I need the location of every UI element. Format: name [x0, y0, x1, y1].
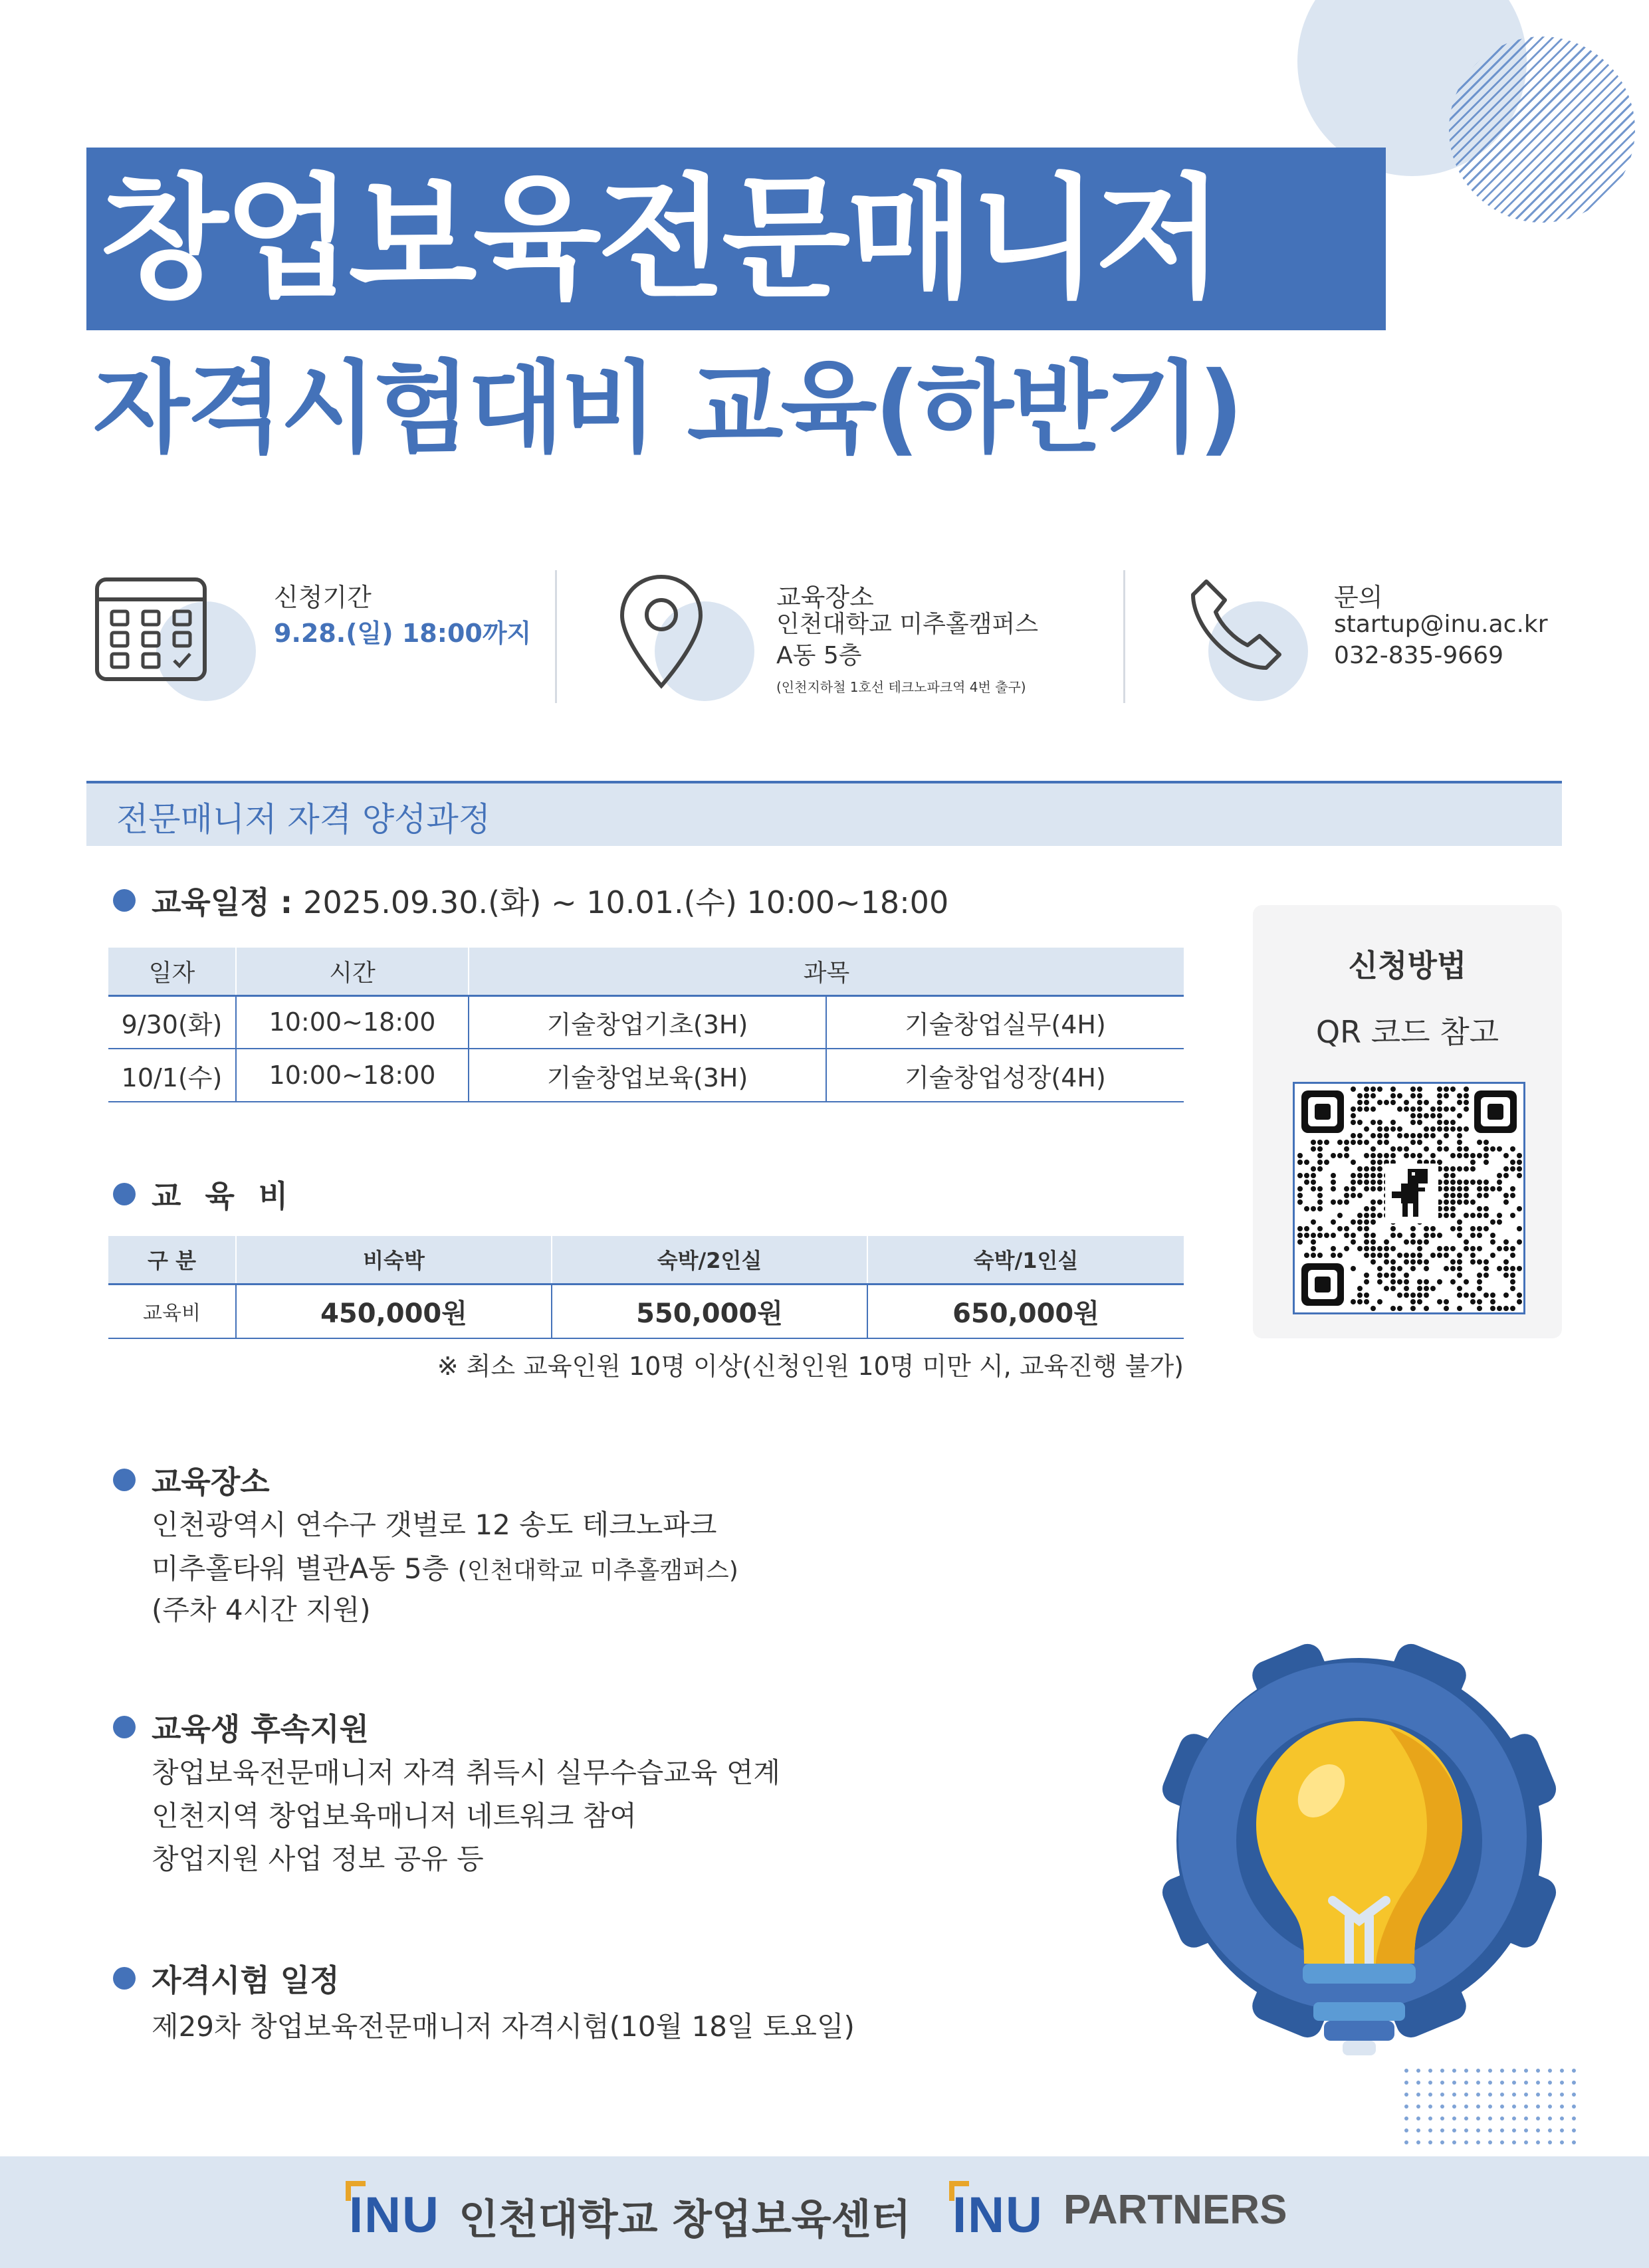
contact-label: 문의 — [1334, 583, 1383, 612]
venue-address-line1: 인천광역시 연수구 갯벌로 12 송도 테크노파크 — [152, 1508, 717, 1541]
venue-line2: A동 5층 — [776, 642, 862, 669]
calendar-icon — [93, 571, 209, 684]
inu-logo: INU — [349, 2187, 440, 2243]
exam-heading: 자격시험 일정 — [152, 1962, 340, 1998]
col-single: 숙박/1인실 — [867, 1236, 1184, 1284]
venue-line1: 인천대학교 미추홀캠퍼스 — [776, 611, 1038, 638]
table-row — [108, 1049, 1184, 1102]
venue-address-line2 — [152, 1547, 738, 1587]
schedule-label: 교육일정 : — [152, 884, 293, 920]
section-header — [86, 781, 1562, 846]
page-title: 창업보육전문매니저 — [100, 161, 1220, 316]
venue-address-line2-note: (인천대학교 미추홀캠퍼스) — [457, 1557, 738, 1584]
apply-period-value: 9.28.(일) 18:00까지 — [274, 619, 532, 648]
cell-label: 교육비 — [108, 1284, 236, 1338]
support-line: 인천지역 창업보육매니저 네트워크 참여 — [152, 1800, 637, 1832]
lightbulb-gear-illustration — [1156, 1638, 1569, 2097]
col-category: 구 분 — [108, 1236, 236, 1284]
schedule-header-row — [108, 948, 1184, 995]
cell-subject: 기술창업보육(3H) — [469, 1049, 826, 1102]
col-double: 숙박/2인실 — [552, 1236, 867, 1284]
cell-date: 9/30(화) — [108, 995, 236, 1049]
apply-period-label: 신청기간 — [274, 583, 372, 612]
phone-icon — [1186, 575, 1286, 674]
section-title: 전문매니저 자격 양성과정 — [116, 800, 491, 839]
qr-code[interactable] — [1293, 1082, 1525, 1314]
cell-fee: 650,000원 — [867, 1284, 1184, 1338]
support-line: 창업보육전문매니저 자격 취득시 실무수습교육 연계 — [152, 1756, 780, 1789]
venue-address-line2-main: 미추홀타워 별관A동 5층 — [152, 1552, 449, 1585]
support-line: 창업지원 사업 정보 공유 등 — [152, 1843, 484, 1875]
page-subtitle: 자격시험대비 교육(하반기) — [93, 351, 1242, 466]
venue-label: 교육장소 — [776, 583, 874, 612]
schedule-table — [108, 948, 1184, 1102]
col-time: 시간 — [236, 948, 469, 995]
qr-code-pattern — [1295, 1084, 1523, 1312]
col-date: 일자 — [108, 948, 236, 995]
fee-note: ※ 최소 교육인원 10명 이상(신청인원 10명 미만 시, 교육진행 불가) — [437, 1352, 1184, 1381]
cell-time: 10:00~18:00 — [236, 1049, 469, 1102]
bullet-icon — [113, 889, 136, 912]
dot-grid-decor — [1402, 2067, 1582, 2153]
apply-method-title: 신청방법 — [1348, 948, 1467, 983]
contact-phone[interactable]: 032-835-9669 — [1334, 642, 1504, 669]
inu-partners-logo: INU — [952, 2187, 1044, 2243]
support-heading: 교육생 후속지원 — [152, 1711, 370, 1747]
bullet-icon — [113, 1716, 136, 1738]
divider — [1123, 570, 1125, 703]
fee-heading: 교 육 비 — [152, 1178, 295, 1214]
apply-method-desc: QR 코드 참고 — [1315, 1014, 1499, 1050]
contact-email[interactable]: startup@inu.ac.kr — [1334, 611, 1548, 638]
table-row — [108, 1284, 1184, 1338]
cell-subject: 기술창업기초(3H) — [469, 995, 826, 1049]
decor-circle-hatched — [1449, 37, 1635, 223]
cell-date: 10/1(수) — [108, 1049, 236, 1102]
fee-header-row — [108, 1236, 1184, 1284]
bullet-icon — [113, 1183, 136, 1205]
cell-fee: 550,000원 — [552, 1284, 867, 1338]
table-row — [108, 995, 1184, 1049]
footer-org2: PARTNERS — [1063, 2187, 1287, 2233]
bullet-icon — [113, 1469, 136, 1491]
bullet-icon — [113, 1967, 136, 1990]
col-no-stay: 비숙박 — [236, 1236, 552, 1284]
venue-line3: (인천지하철 1호선 테크노파크역 4번 출구) — [776, 679, 1026, 695]
footer-org1: 인천대학교 창업보육센터 — [459, 2195, 911, 2243]
schedule-value: 2025.09.30.(화) ~ 10.01.(수) 10:00~18:00 — [303, 884, 949, 920]
location-pin-icon — [618, 573, 705, 691]
cell-time: 10:00~18:00 — [236, 995, 469, 1049]
divider — [555, 570, 557, 703]
exam-line: 제29차 창업보육전문매니저 자격시험(10월 18일 토요일) — [152, 2010, 855, 2043]
cell-subject: 기술창업성장(4H) — [826, 1049, 1184, 1102]
fee-table — [108, 1236, 1184, 1339]
cell-subject: 기술창업실무(4H) — [826, 995, 1184, 1049]
venue-parking: (주차 4시간 지원) — [152, 1594, 371, 1626]
venue-heading: 교육장소 — [152, 1464, 270, 1500]
schedule-heading — [152, 878, 948, 922]
cell-fee: 450,000원 — [236, 1284, 552, 1338]
col-subject: 과목 — [469, 948, 1184, 995]
